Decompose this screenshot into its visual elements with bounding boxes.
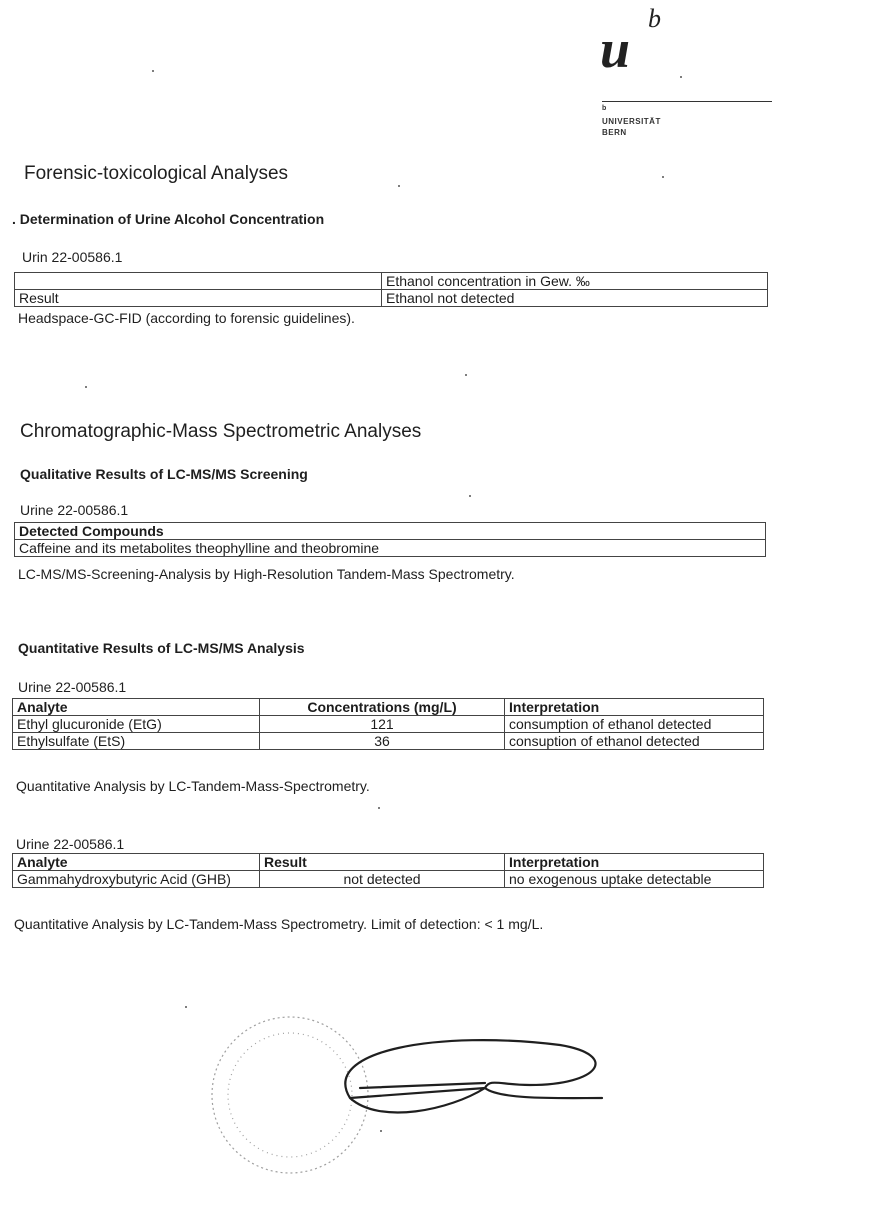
table-header-cell: Ethanol concentration in Gew. ‰ xyxy=(382,273,768,290)
logo-city-name: BERN xyxy=(602,128,627,137)
table-header-cell: Interpretation xyxy=(505,854,764,871)
table-cell: 36 xyxy=(260,733,505,750)
method-note-quantitative: Quantitative Analysis by LC-Tandem-Mass-Spectrometry. xyxy=(16,778,370,794)
table-row xyxy=(13,871,764,888)
official-stamp xyxy=(212,1017,368,1173)
section-subtitle-quantitative: Quantitative Results of LC-MS/MS Analysis xyxy=(18,640,305,656)
logo-small-b: b xyxy=(602,105,607,112)
section-subtitle-alcohol: . Determination of Urine Alcohol Concentration xyxy=(12,211,325,227)
method-note-ghb: Quantitative Analysis by LC-Tandem-Mass Spectrometry. Limit of detection: < 1 mg/L. xyxy=(14,916,544,932)
table-row xyxy=(13,716,764,733)
table-row xyxy=(15,523,766,540)
table-cell: Result xyxy=(15,290,382,307)
table-cell: Ethyl glucuronide (EtG) xyxy=(13,716,260,733)
table-cell: Gammahydroxybutyric Acid (GHB) xyxy=(13,871,260,888)
stamp-and-signature xyxy=(200,990,640,1200)
subtitle-text: Determination of Urine Alcohol Concentration xyxy=(19,211,325,227)
table-cell: no exogenous uptake detectable xyxy=(505,871,764,888)
sample-id-ghb: Urine 22-00586.1 xyxy=(16,836,125,852)
table-row xyxy=(13,854,764,871)
table-cell: Caffeine and its metabolites theophylline and theobromine xyxy=(15,540,766,557)
table-cell xyxy=(15,273,382,290)
ghb-table xyxy=(12,853,764,888)
table-row xyxy=(13,699,764,716)
table-cell: 121 xyxy=(260,716,505,733)
logo-university-name: UNIVERSITÄT xyxy=(602,117,661,126)
qualitative-table xyxy=(14,522,766,557)
section-subtitle-qualitative: Qualitative Results of LC-MS/MS Screening xyxy=(20,466,308,482)
method-note-qualitative: LC-MS/MS-Screening-Analysis by High-Resolution Tandem-Mass Spectrometry. xyxy=(18,566,515,582)
university-logo-superscript: b xyxy=(648,4,661,33)
table-cell: consumption of ethanol detected xyxy=(505,716,764,733)
logo-divider xyxy=(602,101,772,102)
table-header-cell: Concentrations (mg/L) xyxy=(260,699,505,716)
university-logo-letter: u xyxy=(600,19,631,79)
signature-icon xyxy=(345,1040,602,1112)
table-row xyxy=(15,290,768,307)
table-cell: not detected xyxy=(260,871,505,888)
table-header-cell: Interpretation xyxy=(505,699,764,716)
sample-id-alcohol: Urin 22-00586.1 xyxy=(22,249,123,265)
quantitative-table xyxy=(12,698,764,750)
table-cell: Ethanol not detected xyxy=(382,290,768,307)
table-cell: consuption of ethanol detected xyxy=(505,733,764,750)
table-header-cell: Analyte xyxy=(13,854,260,871)
section-title-chromatographic: Chromatographic-Mass Spectrometric Analyses xyxy=(20,421,422,442)
table-row xyxy=(13,733,764,750)
table-header-cell: Result xyxy=(260,854,505,871)
method-note-alcohol: Headspace-GC-FID (according to forensic guidelines). xyxy=(18,310,355,326)
table-cell: Ethylsulfate (EtS) xyxy=(13,733,260,750)
table-header-cell: Detected Compounds xyxy=(15,523,766,540)
section-title-forensic: Forensic-toxicological Analyses xyxy=(24,163,289,184)
table-header-cell: Analyte xyxy=(13,699,260,716)
table-row xyxy=(15,273,768,290)
sample-id-quantitative: Urine 22-00586.1 xyxy=(18,679,127,695)
alcohol-table xyxy=(14,272,768,307)
sample-id-qualitative: Urine 22-00586.1 xyxy=(20,502,129,518)
table-row xyxy=(15,540,766,557)
